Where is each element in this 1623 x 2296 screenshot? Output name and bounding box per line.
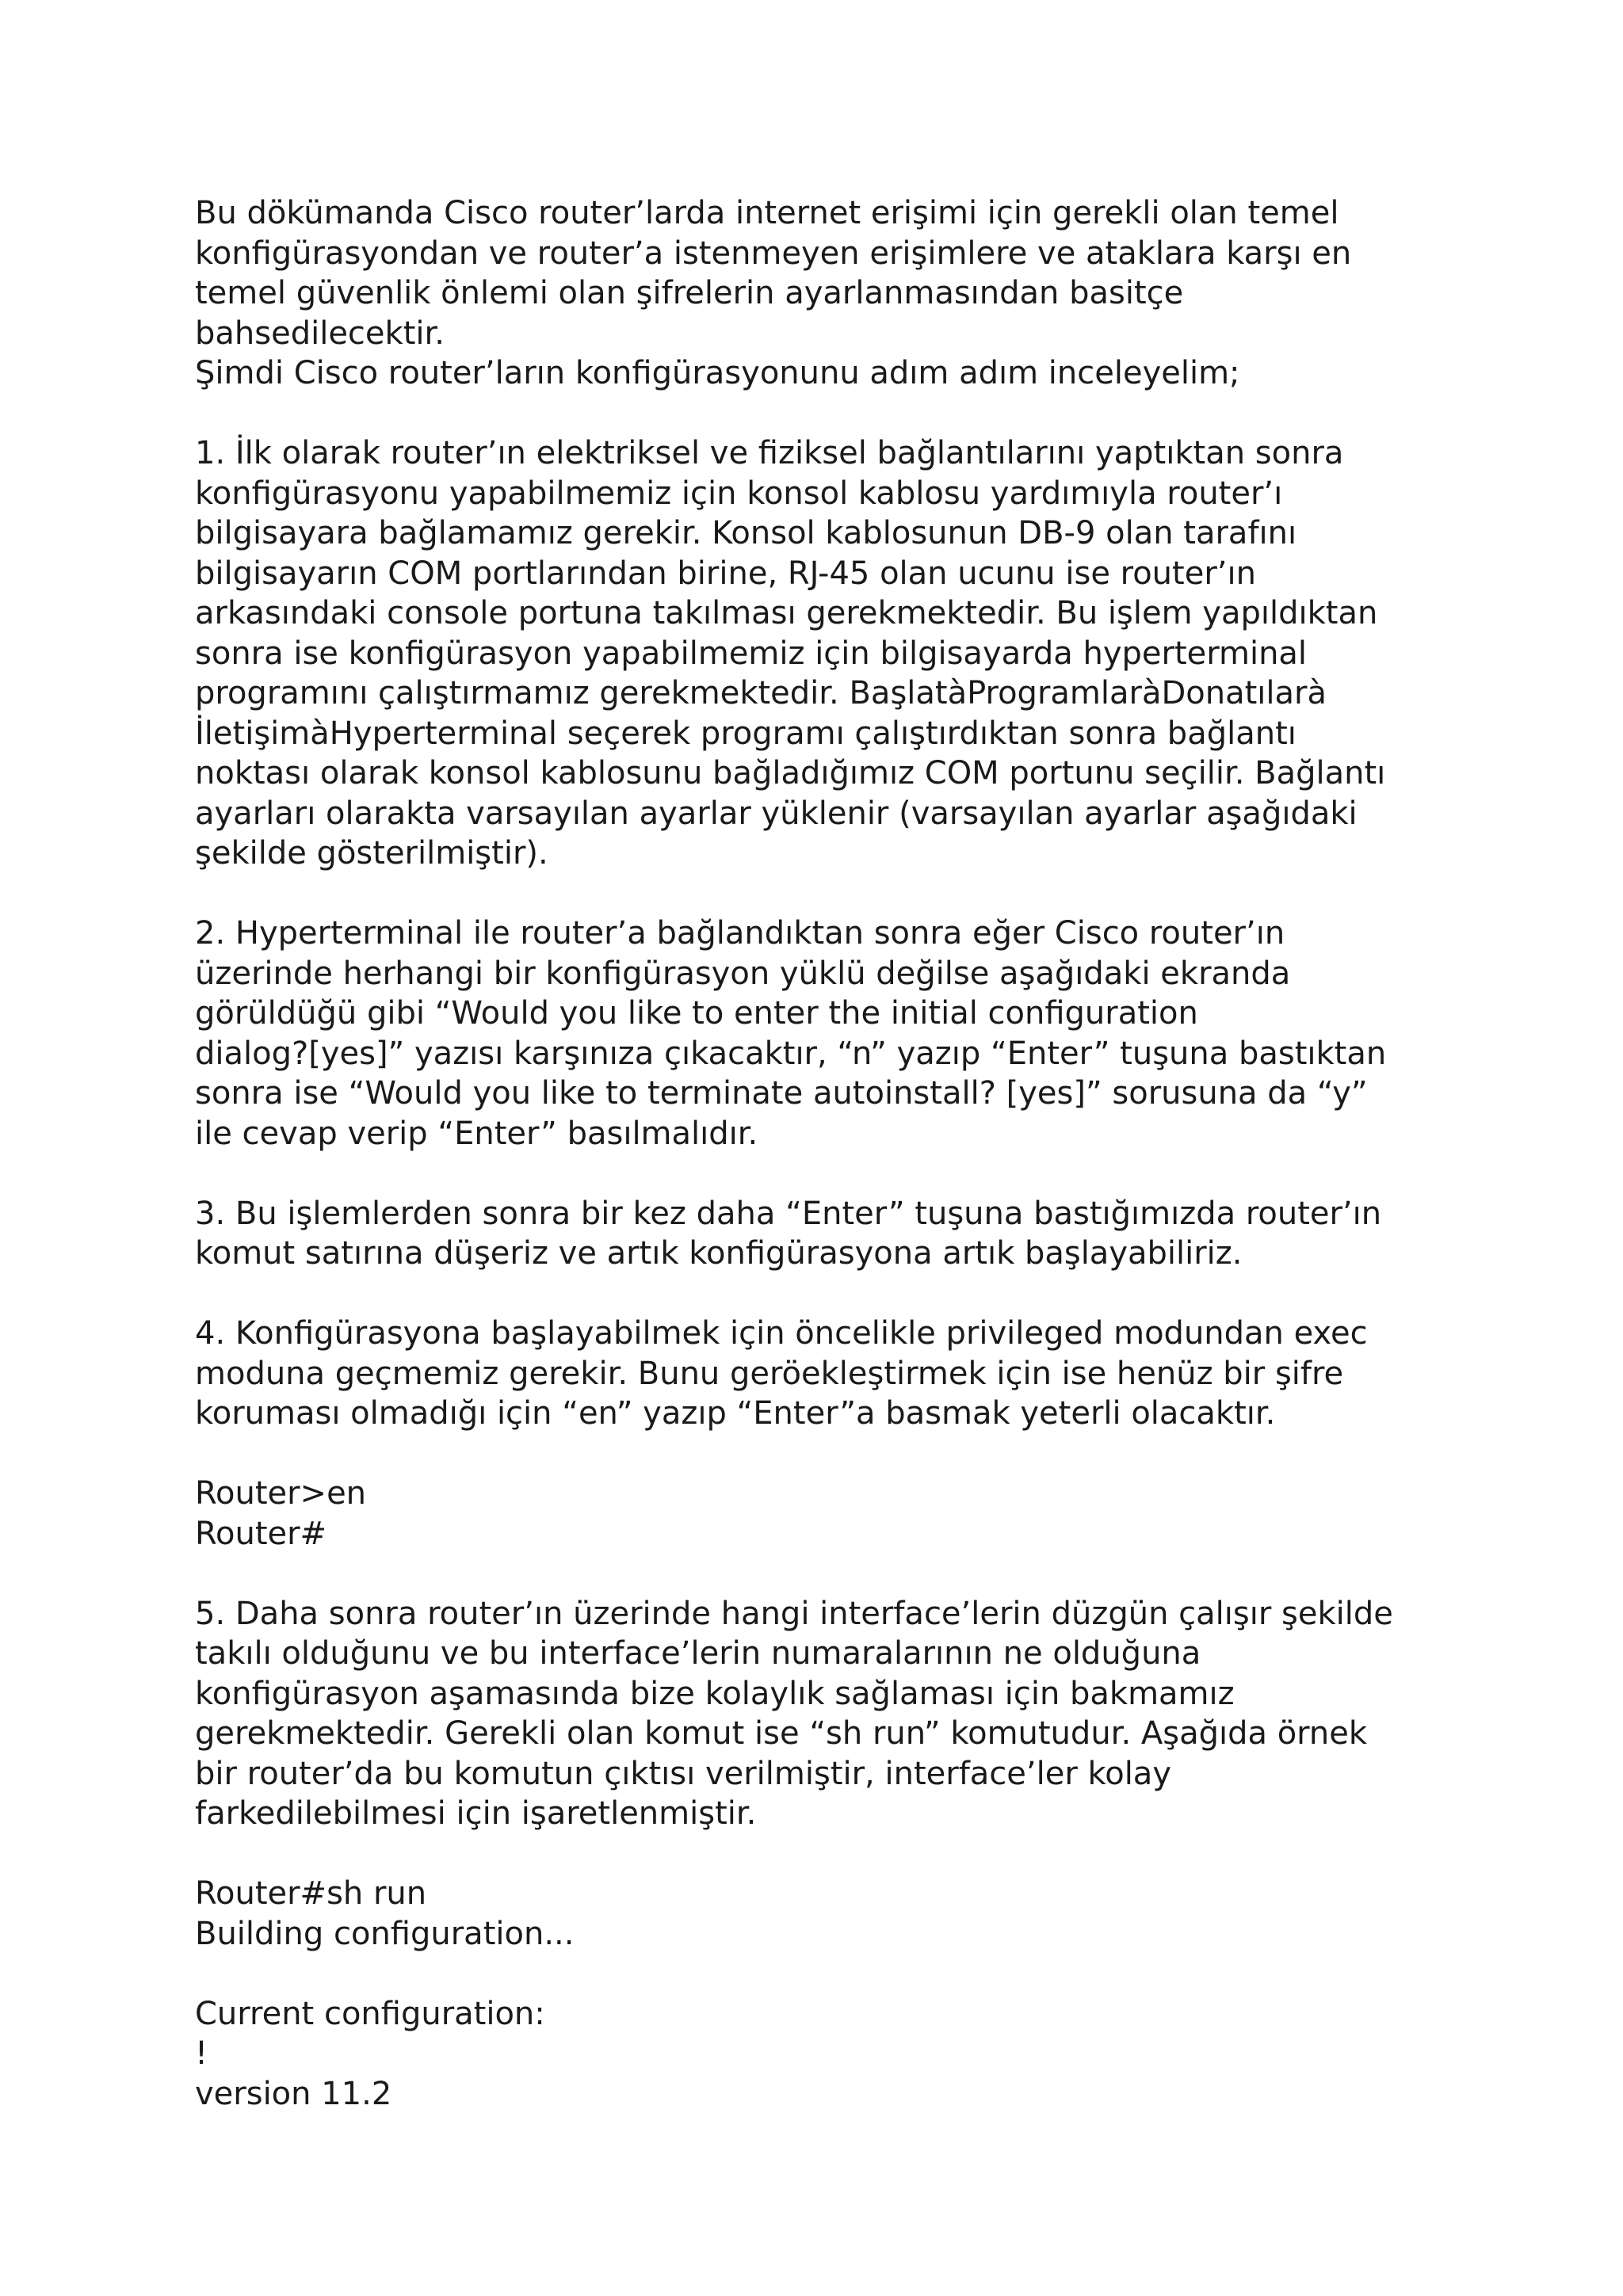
text-line: arkasındaki console portuna takılması gerekmektedir. Bu işlem yapıldıktan: [195, 595, 1378, 631]
text-line: 4. Konfigürasyona başlayabilmek için öncelikle privileged modundan exec: [195, 1315, 1368, 1352]
cli-line: Building configuration...: [195, 1915, 575, 1952]
text-line: konfigürasyonu yapabilmemiz için konsol kablosu yardımıyla router’ı: [195, 475, 1283, 512]
text-line: konfigürasyon aşamasında bize kolaylık sağlaması için bakmamız: [195, 1675, 1235, 1712]
cli-block-show-run: [195, 1874, 1463, 1954]
text-line: komut satırına düşeriz ve artık konfigürasyona artık başlayabiliriz.: [195, 1235, 1243, 1272]
text-line: noktası olarak konsol kablosunu bağladığımız COM portunu seçilir. Bağlantı: [195, 755, 1386, 791]
cli-line: Router>en: [195, 1475, 367, 1512]
cli-block-enable: [195, 1474, 1463, 1554]
text-line: takılı olduğunu ve bu interface’lerin numaralarının ne olduğuna: [195, 1635, 1201, 1672]
text-line: Bu dökümanda Cisco router’larda internet erişimi için gerekli olan temel: [195, 195, 1339, 231]
text-line: gerekmektedir. Gerekli olan komut ise “sh run” komutudur. Aşağıda örnek: [195, 1715, 1368, 1752]
document-body: [195, 193, 1463, 2114]
text-line: bir router’da bu komutun çıktısı verilmiştir, interface’ler kolay: [195, 1755, 1171, 1792]
text-line: bilgisayarın COM portlarından birine, RJ-45 olan ucunu ise router’ın: [195, 555, 1256, 592]
text-line: dialog?[yes]” yazısı karşınıza çıkacaktır, “n” yazıp “Enter” tuşuna bastıktan: [195, 1035, 1387, 1072]
paragraph-spacer: [195, 1554, 1463, 1594]
step-1-paragraph: [195, 433, 1463, 874]
cli-line: Current configuration:: [195, 1995, 545, 2032]
step-3-paragraph: [195, 1194, 1463, 1274]
cli-line: Router#sh run: [195, 1875, 427, 1912]
paragraph-spacer: [195, 394, 1463, 434]
text-line: Şimdi Cisco router’ların konfigürasyonunu adım adım inceleyelim;: [195, 355, 1240, 391]
paragraph-spacer: [195, 874, 1463, 914]
step-5-paragraph: [195, 1594, 1463, 1834]
text-line: temel güvenlik önlemi olan şifrelerin ayarlanmasından basitçe: [195, 275, 1184, 311]
text-line: bilgisayara bağlamamız gerekir. Konsol kablosunun DB-9 olan tarafını: [195, 515, 1297, 551]
text-line: ayarları olarakta varsayılan ayarlar yüklenir (varsayılan ayarlar aşağıdaki: [195, 795, 1358, 832]
step-4-paragraph: [195, 1314, 1463, 1434]
text-line: 5. Daha sonra router’ın üzerinde hangi interface’lerin düzgün çalışır şekilde: [195, 1595, 1393, 1632]
cli-line: version 11.2: [195, 2075, 392, 2112]
paragraph-spacer: [195, 1434, 1463, 1474]
cli-line: !: [195, 2035, 208, 2072]
paragraph-spacer: [195, 1274, 1463, 1314]
text-line: İletişimàHyperterminal seçerek programı çalıştırdıktan sonra bağlantı: [195, 715, 1296, 752]
text-line: ile cevap verip “Enter” basılmalıdır.: [195, 1115, 758, 1152]
intro-paragraph: [195, 193, 1463, 394]
text-line: moduna geçmemiz gerekir. Bunu geröekleştirmek için ise henüz bir şifre: [195, 1355, 1344, 1392]
text-line: görüldüğü gibi “Would you like to enter the initial configuration: [195, 995, 1198, 1032]
text-line: farkedilebilmesi için işaretlenmiştir.: [195, 1795, 757, 1832]
paragraph-spacer: [195, 1154, 1463, 1194]
paragraph-spacer: [195, 1834, 1463, 1875]
text-line: üzerinde herhangi bir konfigürasyon yüklü değilse aşağıdaki ekranda: [195, 955, 1291, 992]
text-line: 3. Bu işlemlerden sonra bir kez daha “Enter” tuşuna bastığımızda router’ın: [195, 1195, 1382, 1232]
step-2-paragraph: [195, 913, 1463, 1154]
text-line: 1. İlk olarak router’ın elektriksel ve fiziksel bağlantılarını yaptıktan sonra: [195, 435, 1344, 471]
text-line: 2. Hyperterminal ile router’a bağlandıktan sonra eğer Cisco router’ın: [195, 915, 1285, 952]
text-line: şekilde gösterilmiştir).: [195, 835, 548, 871]
text-line: sonra ise konfigürasyon yapabilmemiz için bilgisayarda hyperterminal: [195, 635, 1308, 672]
cli-block-current-config: [195, 1994, 1463, 2115]
text-line: konfigürasyondan ve router’a istenmeyen erişimlere ve ataklara karşı en: [195, 235, 1352, 272]
paragraph-spacer: [195, 1954, 1463, 1994]
text-line: koruması olmadığı için “en” yazıp “Enter”a basmak yeterli olacaktır.: [195, 1395, 1276, 1432]
cli-line: Router#: [195, 1515, 327, 1552]
text-line: bahsedilecektir.: [195, 315, 445, 352]
text-line: sonra ise “Would you like to terminate autoinstall? [yes]” sorusuna da “y”: [195, 1075, 1368, 1112]
text-line: programını çalıştırmamız gerekmektedir. BaşlatàProgramlaràDonatılarà: [195, 675, 1327, 711]
